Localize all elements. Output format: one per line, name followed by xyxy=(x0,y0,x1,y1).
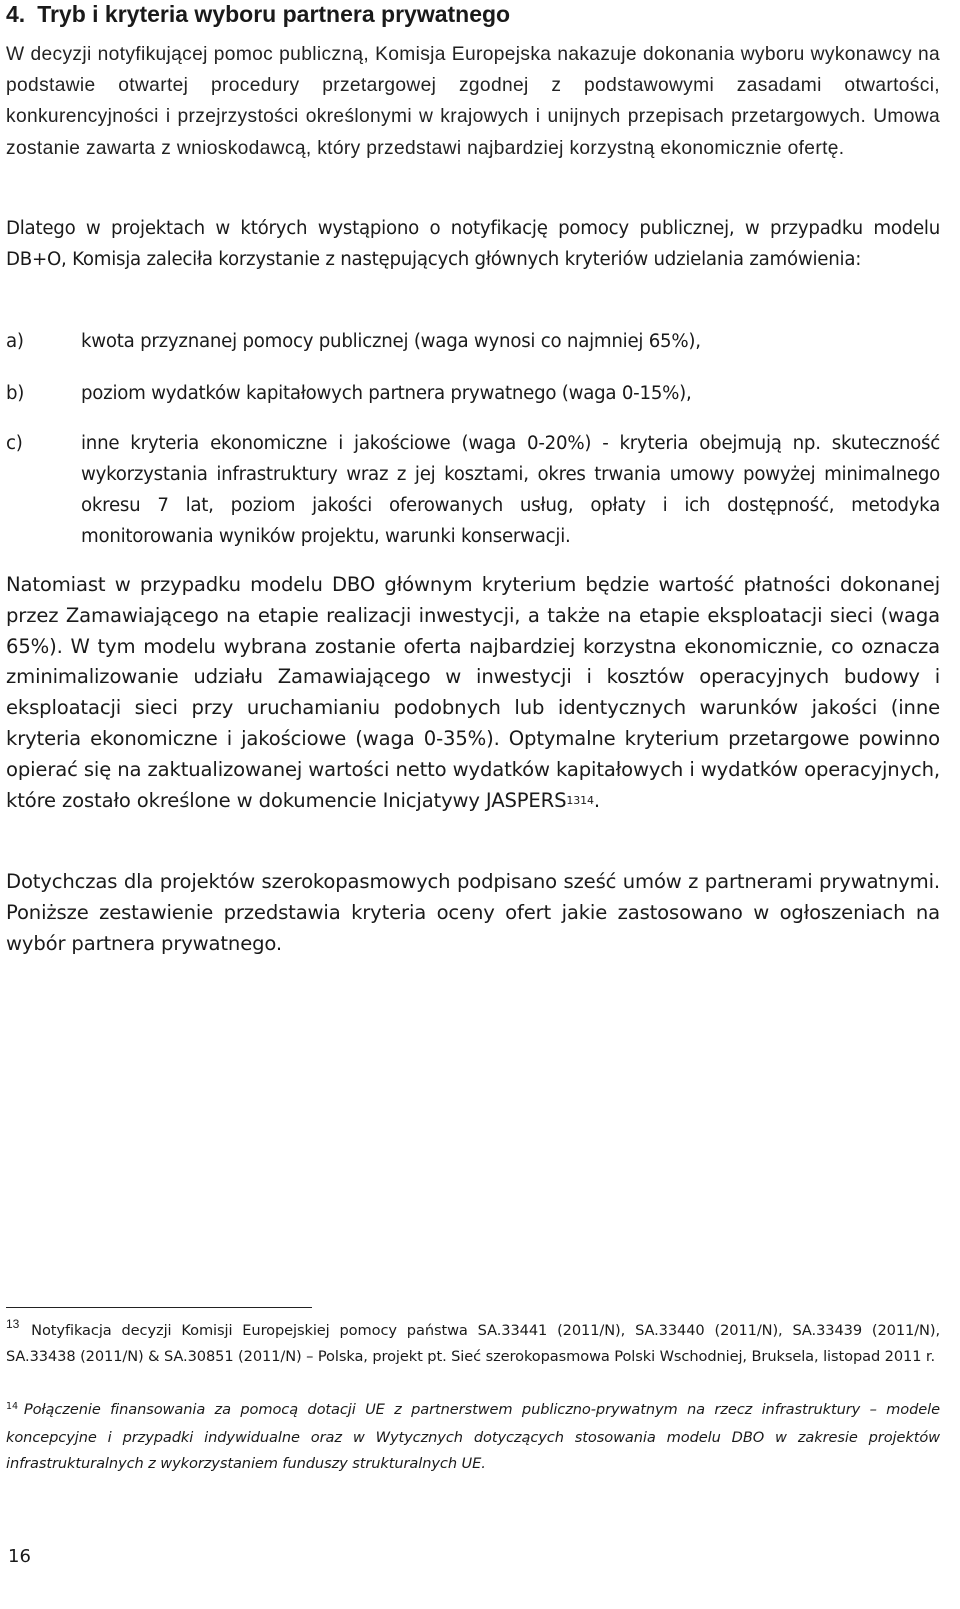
paragraph-db-o-criteria-intro: Dlatego w projektach w których wystąpiono o notyfikację pomocy publicznej, w przypadku modelu DB+O, Komisja zaleciła korzystanie z następujących głównych kryteriów udzielania zamówienia: xyxy=(6,218,940,270)
footnote-13 xyxy=(6,1318,940,1370)
paragraph-dbo-model xyxy=(6,570,940,816)
paragraph-procurement-procedure xyxy=(6,39,940,164)
list-item-text: kwota przyznanej pomocy publicznej (waga wynosi co najmniej 65%), xyxy=(81,331,701,352)
footnote-text: Połączenie finansowania za pomocą dotacji UE z partnerstwem publiczno-prywatnym na rzecz infrastruktury – modele koncepcyjne i przypadki indywidualne oraz w Wytycznych dotyczących stosowania modelu DBO w zakresie projektów infrastrukturalnych z wykorzystaniem funduszy strukturalnych UE. xyxy=(6,1401,940,1472)
footnote-reference: 1314 xyxy=(566,793,594,807)
list-item-text: inne kryteria ekonomiczne i jakościowe (waga 0-20%) - kryteria obejmują np. skuteczność wykorzystania infrastruktury wraz z jej kosztami, okres trwania umowy powyżej minimalnego okresu 7 lat, poziom jakości oferowanych usług, opłaty i ich dostępność, metodyka monitorowania wyników projektu, warunki konserwacji. xyxy=(81,433,940,547)
footnote-separator xyxy=(6,1307,312,1308)
paragraph-text: W decyzji notyfikującej pomoc publiczną, Komisja Europejska nakazuje dokonania wyboru wykonawcy na podstawie otwartej procedury przetargowej zgodnej z podstawowymi zasadami otwartości, konkurencyjności i przejrzystości określonymi w krajowych i unijnych przepisach przetargowych. xyxy=(6,44,940,128)
footnote-14 xyxy=(6,1397,940,1477)
criteria-list-item xyxy=(6,378,940,409)
criteria-list-item xyxy=(6,428,940,552)
footnote-text: Notyfikacja decyzji Komisji Europejskiej pomocy państwa SA.33441 (2011/N), SA.33440 (2011/N), SA.33439 (2011/N), SA.33438 (2011/N) & SA.30851 (2011/N) – Polska, projekt pt. Sieć szerokopasmowa Polski Wschodniej, Bruksela, listopad 2011 r. xyxy=(6,1322,940,1365)
paragraph-text-contract: Umowa zostanie zawarta z wnioskodawcą, który przedstawi najbardziej korzystną ekonomicznie ofertę. xyxy=(6,106,940,159)
list-item-text: poziom wydatków kapitałowych partnera prywatnego (waga 0-15%), xyxy=(81,383,692,404)
section-title: Tryb i kryteria wyboru partnera prywatnego xyxy=(37,1,511,27)
paragraph-end: . xyxy=(593,788,600,812)
section-number: 4. xyxy=(6,1,26,27)
list-marker: b) xyxy=(6,383,25,404)
page-number: 16 xyxy=(8,1546,31,1567)
section-heading xyxy=(6,0,510,31)
list-marker: a) xyxy=(6,331,24,352)
list-marker: c) xyxy=(6,433,23,454)
criteria-list-item xyxy=(6,326,940,357)
paragraph-signed-contracts: Dotychczas dla projektów szerokopasmowych podpisano sześć umów z partnerami prywatnymi. Poniższe zestawienie przedstawia kryteria oceny ofert jakie zastosowano w ogłoszeniach na wybór partnera prywatnego. xyxy=(6,870,940,955)
footnote-mark: 13 xyxy=(6,1317,20,1331)
paragraph-text: Natomiast w przypadku modelu DBO głównym kryterium będzie wartość płatności dokonanej przez Zamawiającego na etapie realizacji inwestycji, a także na etapie eksploatacji sieci (waga 65%). W tym modelu wybrana zostanie oferta najbardziej korzystna ekonomicznie, co oznacza zminimalizowanie udziału Zamawiającego w inwestycji i kosztów operacyjnych budowy i eksploatacji sieci przy uruchamianiu podobnych lub identycznych warunków jakości (inne kryteria ekonomiczne i jakościowe (waga 0-35%). Optymalne kryterium przetargowe powinno opierać się na zaktualizowanej wartości netto wydatków kapitałowych i wydatków operacyjnych, które zostało określone w dokumencie Inicjatywy JASPERS xyxy=(6,573,940,812)
footnote-mark: 14 xyxy=(6,1401,18,1412)
